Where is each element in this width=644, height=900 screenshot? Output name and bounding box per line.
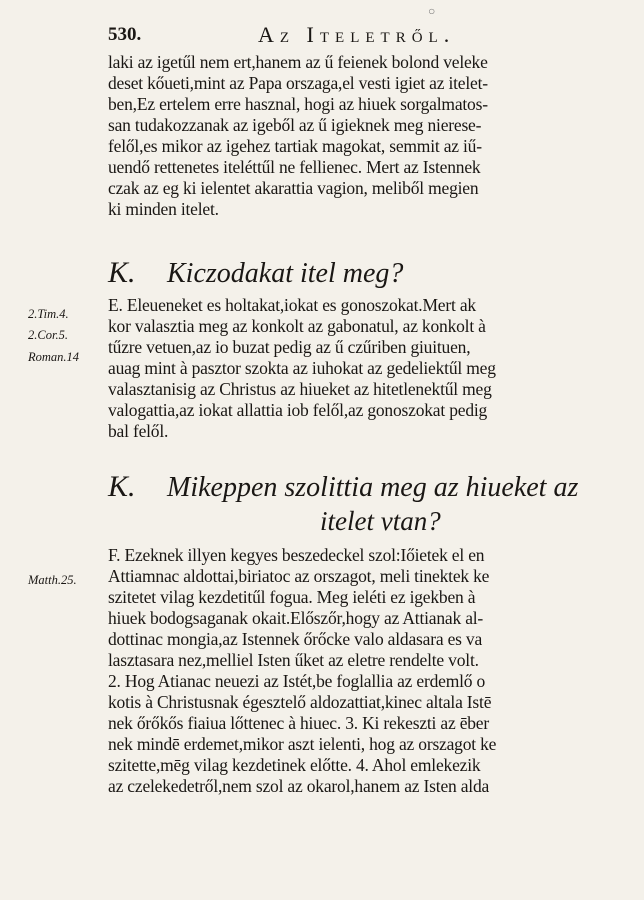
text-line: auag mint à pasztor szokta az iuhokat az gedeliektűl meg: [108, 358, 496, 378]
margin-note: Roman.14: [28, 350, 80, 364]
text-line: ben,Ez ertelem erre hasznal, hogi az hiuek sorgalmatos-: [108, 94, 488, 114]
running-title: Az Iteletről.: [258, 22, 456, 47]
text-line: kor valasztia meg az konkolt az gabonatul, az konkolt à: [108, 316, 486, 336]
question-text: Kiczodakat itel meg?: [167, 258, 404, 289]
text-line: nek őrőkős fiaiua lőttenec à hiuec. 3. Ki rekeszti az ēber: [108, 713, 490, 733]
text-line: valogattia,az iokat allattia iob felől,az gonoszokat pedig: [108, 400, 488, 420]
text-line: czak az eg ki ielentet akarattia vagion, meliből megien: [108, 178, 479, 198]
text-line: laki az igetűl nem ert,hanem az ű feienek bolond veleke: [108, 52, 488, 72]
text-line: 2. Hog Atianac neuezi az Istét,be foglallia az erdemlő o: [108, 671, 486, 691]
question-2: [108, 470, 630, 504]
text-line: tűzre vetuen,az io buzat pedig az ű czűriben giuituen,: [108, 337, 471, 357]
text-line: hiuek bodogsaganak okait.Előszőr,hogy az Attianak al-: [108, 608, 484, 628]
text-line: F. Ezeknek illyen kegyes beszedeckel szol:Iőietek el en: [108, 545, 485, 565]
text-line: dottinac mongia,az Istennek őrőcke valo aldasara es va: [108, 629, 483, 649]
question-1: [108, 256, 630, 290]
text-line: E. Eleueneket es holtakat,iokat es gonoszokat.Mert ak: [108, 295, 476, 315]
paragraph-1: [108, 52, 630, 220]
text-line: kotis à Christusnak égesztelő aldozattiat,kinec altala Istē: [108, 692, 492, 712]
text-line: szitetet vilag kezdetitűl fogua. Meg ieléti ez igekben à: [108, 587, 476, 607]
text-line: nek mindē erdemet,mikor aszt ielenti, hog az orszagot ke: [108, 734, 497, 754]
margin-note: 2.Cor.5.: [28, 328, 68, 342]
ring-mark-icon: ○: [428, 4, 436, 18]
text-line: Attiamnac aldottai,biriatoc az orszagot, meli tinektek ke: [108, 566, 490, 586]
page-number: 530.: [108, 24, 142, 45]
margin-note: Matth.25.: [28, 573, 77, 587]
question-letter: K.: [108, 256, 136, 289]
page-header: [108, 4, 628, 50]
paragraph-2: [108, 295, 630, 442]
text-line: deset kőueti,mint az Papa orszaga,el vesti igiet az itelet-: [108, 73, 488, 93]
text-line: bal felől.: [108, 421, 169, 441]
text-line: uendő rettenetes iteléttűl ne fellienec. Mert az Istennek: [108, 157, 481, 177]
text-line: felől,es mikor az igehez tartiak magokat, semmit az iű-: [108, 136, 482, 156]
text-line: az czelekedetről,nem szol az okarol,hanem az Isten alda: [108, 776, 490, 796]
text-line: valasztanisig az Christus az hiueket az hitetlenektűl meg: [108, 379, 492, 399]
question-text-continued: itelet vtan?: [320, 506, 441, 536]
text-line: ki minden itelet.: [108, 199, 219, 219]
text-line: lasztasara nez,melliel Isten űket az eletre rendelte volt.: [108, 650, 479, 670]
question-text: Mikeppen szolittia meg az hiueket az: [167, 472, 579, 503]
margin-note: 2.Tim.4.: [28, 307, 69, 321]
paragraph-3: [108, 545, 630, 797]
text-line: san tudakozzanak az igeből az ű igieknek meg nierese-: [108, 115, 482, 135]
text-line: szitette,mēg vilag kezdetinek előtte. 4. Ahol emlekezik: [108, 755, 481, 775]
question-letter: K.: [108, 470, 136, 503]
